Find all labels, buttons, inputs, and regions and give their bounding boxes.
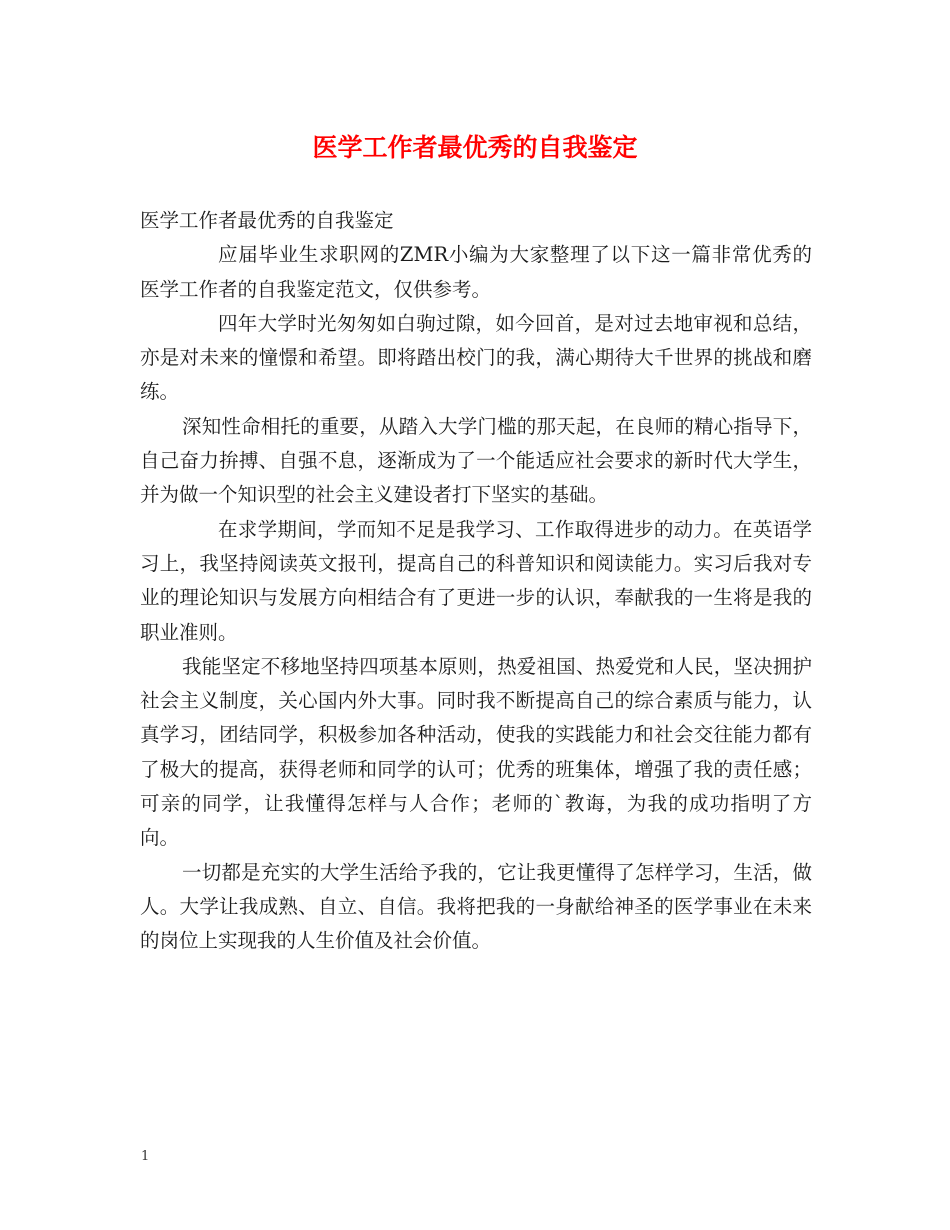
paragraph-heading: 医学工作者最优秀的自我鉴定 <box>140 209 394 232</box>
paragraph-principles: 我能坚定不移地坚持四项基本原则，热爱祖国、热爱党和人民，坚决拥护社会主义制度，关心国内外大事。同时我不断提高自己的综合素质与能力，认真学习，团结同学，积极参加各种活动，使我的实践能力和社会交往能力都有了极大的提高，获得老师和同学的认可；优秀的班集体，增强了我的责任感；可亲的同学，让我懂得怎样与人合作；老师的`教诲，为我的成功指明了方向。 <box>140 654 812 850</box>
page-number: 1 <box>141 1149 150 1164</box>
paragraph-reflection: 四年大学时光匆匆如白驹过隙，如今回首，是对过去地审视和总结，亦是对未来的憧憬和希望。即将踏出校门的我，满心期待大千世界的挑战和磨练。 <box>140 311 812 404</box>
paragraph-conclusion: 一切都是充实的大学生活给予我的，它让我更懂得了怎样学习，生活，做人。大学让我成熟、自立、自信。我将把我的一身献给神圣的医学事业在未来的岗位上实现我的人生价值及社会价值。 <box>140 860 812 953</box>
document-title: 医学工作者最优秀的自我鉴定 <box>312 133 638 162</box>
paragraph-study: 在求学期间，学而知不足是我学习、工作取得进步的动力。在英语学习上，我坚持阅读英文报刊，提高自己的科普知识和阅读能力。实习后我对专业的理论知识与发展方向相结合有了更进一步的认识，奉献我的一生将是我的职业准则。 <box>140 517 812 644</box>
paragraph-growth: 深知性命相托的重要，从踏入大学门槛的那天起，在良师的精心指导下，自己奋力拚搏、自强不息，逐渐成为了一个能适应社会要求的新时代大学生，并为做一个知识型的社会主义建设者打下坚实的基础。 <box>140 414 812 507</box>
document-body <box>140 204 812 959</box>
paragraph-intro: 应届毕业生求职网的ZMR小编为大家整理了以下这一篇非常优秀的医学工作者的自我鉴定范文，仅供参考。 <box>140 243 812 301</box>
